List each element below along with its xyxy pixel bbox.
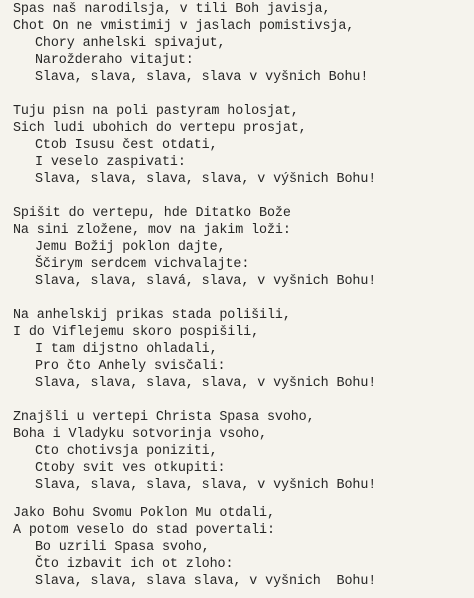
stanza-2	[13, 103, 471, 188]
verse-line: Boha i Vladyku sotvorinja vsoho,	[13, 427, 267, 442]
verse-line: Cto chotivsja poniziti,	[35, 444, 218, 459]
stanza-5	[13, 409, 471, 494]
verse-line: Na anhelskij prikas stada polišili,	[13, 308, 291, 323]
verse-line: Jemu Božij poklon dajte,	[35, 240, 226, 255]
verse-line: Na sini zložene, mov na jakim loži:	[13, 223, 291, 238]
verse-line: Spišit do vertepu, hde Ditatko Bože	[13, 206, 291, 221]
stanza-6	[13, 505, 471, 590]
stanza-4	[13, 307, 471, 392]
verse-line: Znajšli u vertepi Christa Spasa svoho,	[13, 410, 315, 425]
verse-line: I do Viflejemu skoro pospišili,	[13, 325, 260, 340]
verse-line: Pro čto Anhely svisčali:	[35, 359, 226, 374]
stanza-1	[13, 1, 471, 86]
verse-line: Jako Bohu Svomu Poklon Mu otdali,	[13, 506, 275, 521]
stanza-3	[13, 205, 471, 290]
verse-line: Narožderaho vitajut:	[35, 53, 194, 68]
refrain-line: Slava, slava, slava slava, v vyšnich Bohu!	[35, 574, 377, 589]
verse-line: A potom veselo do stad povertali:	[13, 523, 275, 538]
verse-line: Tuju pisn na poli pastyram holosjat,	[13, 104, 299, 119]
verse-line: Spas naš narodilsja, v tili Boh javisja,	[13, 2, 331, 17]
verse-line: Bo uzrili Spasa svoho,	[35, 540, 210, 555]
verse-line: Čto izbavit ich ot zloho:	[35, 557, 234, 572]
verse-line: Chot On ne vmistimij v jaslach pomistivsja,	[13, 19, 355, 34]
verse-line: Ctoby svit ves otkupiti:	[35, 461, 226, 476]
verse-line: Ščirym serdcem vichvalajte:	[35, 257, 250, 272]
refrain-line: Slava, slava, slavá, slava, v vyšnich Bohu!	[35, 274, 377, 289]
refrain-line: Slava, slava, slava, slava, v vyšnich Bohu!	[35, 478, 377, 493]
verse-line: Chory anhelski spivajut,	[35, 36, 226, 51]
refrain-line: Slava, slava, slava, slava, v výšnich Bohu!	[35, 172, 377, 187]
verse-line: Ctob Isusu čest otdati,	[35, 138, 218, 153]
verse-line: Sich ludi ubohich do vertepu prosjat,	[13, 121, 307, 136]
refrain-line: Slava, slava, slava, slava v vyšnich Bohu!	[35, 70, 369, 85]
verse-line: I veselo zaspivati:	[35, 155, 186, 170]
refrain-line: Slava, slava, slava, slava, v vyšnich Bohu!	[35, 376, 377, 391]
verse-line: I tam dijstno ohladali,	[35, 342, 218, 357]
